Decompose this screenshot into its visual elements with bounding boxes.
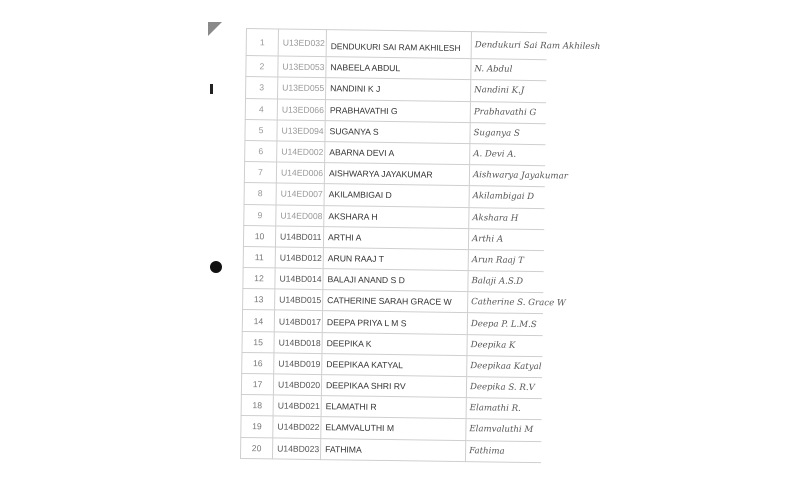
- scan-corner-mark: [208, 22, 222, 36]
- signature-cell: Deepikaa Katyal: [467, 355, 542, 377]
- student-name-cell: DENDUKURI SAI RAM AKHILESH: [326, 30, 471, 59]
- student-name-cell: DEEPIKA K: [322, 332, 467, 355]
- table-row: [246, 29, 546, 60]
- signature-cell: Deepika S. R.V: [466, 377, 541, 399]
- signature-cell: Deepika K: [467, 334, 542, 356]
- signature-cell: Akshara H: [469, 207, 544, 229]
- signature-cell: Balaji A.S.D: [468, 271, 543, 293]
- attendance-rows: [240, 29, 601, 463]
- serial-number-cell: 10: [243, 225, 275, 247]
- signature-cell: Dendukuri Sai Ram Akhilesh: [471, 32, 546, 60]
- student-name-cell: CATHERINE SARAH GRACE W: [323, 290, 468, 313]
- student-name-cell: AKILAMBIGAI D: [324, 184, 469, 207]
- student-name-cell: DEEPIKAA SHRI RV: [321, 375, 466, 398]
- register-number-cell: U14BD018: [274, 332, 322, 354]
- register-number-cell: U14BD023: [272, 437, 320, 459]
- register-number-cell: U13ED066: [277, 99, 325, 121]
- signature-cell: Catherine S. Grace W: [468, 292, 543, 314]
- student-name-cell: ARTHI A: [323, 226, 468, 249]
- signature-cell: Fathima: [465, 440, 540, 462]
- register-number-cell: U14BD020: [273, 374, 321, 396]
- serial-number-cell: 9: [244, 204, 276, 226]
- student-name-cell: DEEPA PRIYA L M S: [322, 311, 467, 334]
- register-number-cell: U14ED006: [276, 162, 324, 184]
- register-number-cell: U14BD011: [275, 226, 323, 248]
- signature-cell: Arun Raaj T: [468, 250, 543, 272]
- register-number-cell: U13ED053: [278, 56, 326, 78]
- register-number-cell: U13ED055: [278, 77, 326, 99]
- table-row: [240, 437, 540, 462]
- register-number-cell: U13ED094: [277, 120, 325, 142]
- serial-number-cell: 11: [243, 246, 275, 268]
- serial-number-cell: 15: [242, 331, 274, 353]
- register-number-cell: U14ED007: [276, 183, 324, 205]
- scan-edge-mark: [210, 84, 213, 94]
- register-number-cell: U14BD017: [274, 310, 322, 332]
- serial-number-cell: 16: [242, 352, 274, 374]
- serial-number-cell: 18: [241, 395, 273, 417]
- register-number-cell: U13ED032: [278, 29, 326, 57]
- serial-number-cell: 3: [246, 77, 278, 99]
- signature-cell: Nandini K.J: [470, 80, 545, 102]
- attendance-sheet: [240, 28, 601, 460]
- student-name-cell: BALAJI ANAND S D: [323, 269, 468, 292]
- serial-number-cell: 13: [243, 289, 275, 311]
- serial-number-cell: 1: [246, 29, 278, 57]
- student-name-cell: SUGANYA S: [325, 120, 470, 143]
- signature-cell: Arthi A: [468, 228, 543, 250]
- student-name-cell: PRABHAVATHI G: [325, 99, 470, 122]
- student-name-cell: AISHWARYA JAYAKUMAR: [324, 163, 469, 186]
- serial-number-cell: 2: [246, 56, 278, 78]
- register-number-cell: U14BD022: [273, 416, 321, 438]
- signature-cell: Aishwarya Jayakumar: [469, 165, 544, 187]
- signature-cell: Deepa P. L.M.S: [467, 313, 542, 335]
- student-name-cell: ELAMVALUTHI M: [321, 417, 466, 440]
- student-name-cell: DEEPIKAA KATYAL: [322, 353, 467, 376]
- register-number-cell: U14ED002: [277, 141, 325, 163]
- serial-number-cell: 17: [241, 373, 273, 395]
- punch-hole: [210, 261, 222, 273]
- register-number-cell: U14BD021: [273, 395, 321, 417]
- signature-cell: Suganya S: [470, 122, 545, 144]
- serial-number-cell: 12: [243, 268, 275, 290]
- serial-number-cell: 4: [245, 98, 277, 120]
- student-name-cell: ABARNA DEVI A: [325, 142, 470, 165]
- register-number-cell: U14BD015: [275, 289, 323, 311]
- student-name-cell: FATHIMA: [320, 438, 465, 461]
- signature-cell: Akilambigai D: [469, 186, 544, 208]
- student-name-cell: AKSHARA H: [324, 205, 469, 228]
- serial-number-cell: 20: [240, 437, 272, 459]
- register-number-cell: U14ED008: [276, 204, 324, 226]
- register-number-cell: U14BD014: [275, 268, 323, 290]
- serial-number-cell: 8: [244, 183, 276, 205]
- signature-cell: Elamathi R.: [466, 398, 541, 420]
- serial-number-cell: 6: [245, 140, 277, 162]
- attendance-table: [240, 28, 601, 463]
- serial-number-cell: 19: [241, 416, 273, 438]
- student-name-cell: ELAMATHI R: [321, 396, 466, 419]
- register-number-cell: U14BD012: [275, 247, 323, 269]
- student-name-cell: NANDINI K J: [326, 78, 471, 101]
- serial-number-cell: 7: [244, 162, 276, 184]
- serial-number-cell: 14: [242, 310, 274, 332]
- serial-number-cell: 5: [245, 119, 277, 141]
- signature-cell: Elamvaluthi M: [466, 419, 541, 441]
- student-name-cell: ARUN RAAJ T: [323, 247, 468, 270]
- signature-cell: N. Abdul: [471, 59, 546, 81]
- student-name-cell: NABEELA ABDUL: [326, 57, 471, 80]
- signature-cell: A. Devi A.: [470, 144, 545, 166]
- signature-cell: Prabhavathi G: [470, 101, 545, 123]
- register-number-cell: U14BD019: [274, 353, 322, 375]
